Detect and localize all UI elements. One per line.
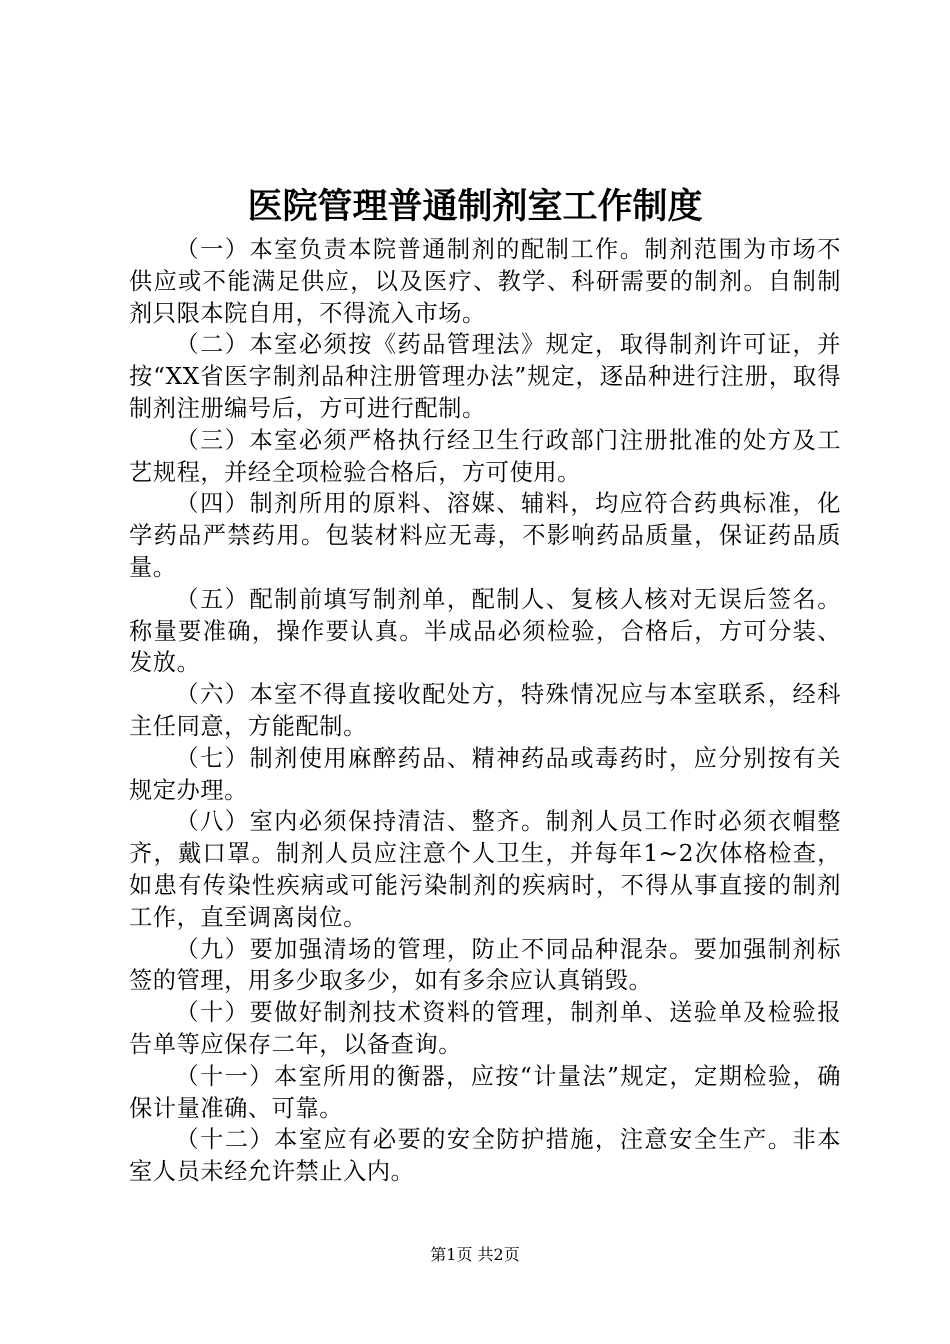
paragraph-4: （四）制剂所用的原料、溶媒、辅料，均应符合药典标准，化学药品严禁药用。包装材料应无毒，不影响药品质量，保证药品质量。: [129, 490, 841, 581]
paragraph-7: （七）制剂使用麻醉药品、精神药品或毒药时，应分别按有关规定办理。: [129, 744, 841, 804]
page-number-footer: 第1页 共2页: [430, 1245, 520, 1264]
paragraph-1: （一）本室负责本院普通制剂的配制工作。制剂范围为市场不供应或不能满足供应，以及医疗、教学、科研需要的制剂。自制制剂只限本院自用，不得流入市场。: [129, 236, 841, 327]
paragraph-2: （二）本室必须按《药品管理法》规定，取得制剂许可证，并按“XX省医字制剂品种注册管理办法”规定，逐品种进行注册，取得制剂注册编号后，方可进行配制。: [129, 331, 841, 422]
paragraph-3: （三）本室必须严格执行经卫生行政部门注册批准的处方及工艺规程，并经全项检验合格后，方可使用。: [129, 426, 841, 486]
document-title: 医院管理普通制剂室工作制度: [247, 186, 703, 227]
paragraph-12: （十二）本室应有必要的安全防护措施，注意安全生产。非本室人员未经允许禁止入内。: [129, 1126, 841, 1186]
document-body: [129, 234, 841, 1188]
paragraph-10: （十）要做好制剂技术资料的管理，制剂单、送验单及检验报告单等应保存二年，以备查询。: [129, 999, 841, 1058]
paragraph-9: （九）要加强清场的管理，防止不同品种混杂。要加强制剂标签的管理，用多少取多少，如有多余应认真销毁。: [129, 935, 841, 995]
paragraph-6: （六）本室不得直接收配处方，特殊情况应与本室联系，经科主任同意，方能配制。: [129, 681, 841, 740]
paragraph-5: （五）配制前填写制剂单，配制人、复核人核对无误后签名。称量要准确，操作要认真。半成品必须检验，合格后，方可分装、发放。: [129, 585, 841, 677]
paragraph-11: （十一）本室所用的衡器，应按“计量法”规定，定期检验，确保计量准确、可靠。: [129, 1062, 841, 1122]
paragraph-8: （八）室内必须保持清洁、整齐。制剂人员工作时必须衣帽整齐，戴口罩。制剂人员应注意个人卫生，并每年1~2次体格检查，如患有传染性疾病或可能污染制剂的疾病时，不得从事直接的制剂工作，直至调离岗位。: [129, 808, 841, 931]
